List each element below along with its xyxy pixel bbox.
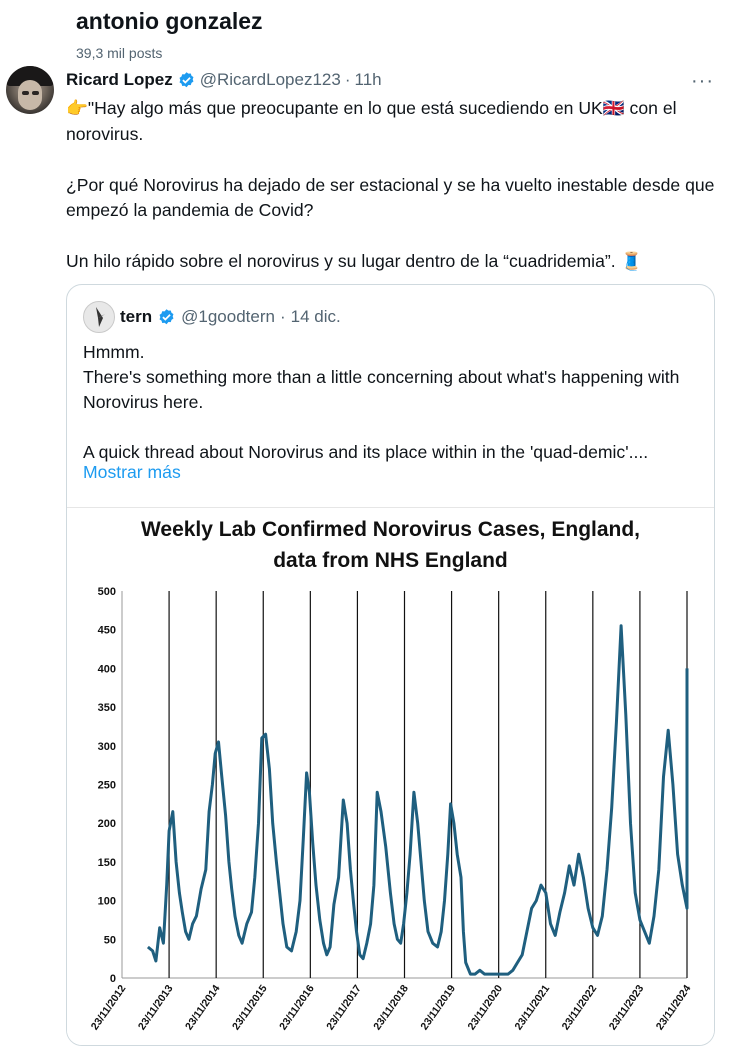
x-tick-label: 23/11/2014 (182, 982, 223, 1033)
tweet-author-row (66, 68, 382, 92)
quote-author-name[interactable]: tern (120, 307, 153, 326)
quote-avatar (83, 301, 115, 333)
y-tick-label: 350 (97, 702, 116, 715)
x-tick-label: 23/11/2015 (230, 982, 270, 1033)
chart-image (67, 507, 714, 1046)
x-tick-label: 23/11/2020 (465, 982, 506, 1033)
quote-time[interactable]: 14 dic. (290, 307, 341, 326)
y-tick-label: 500 (97, 586, 116, 598)
chart-subtitle: data from NHS England (273, 549, 508, 572)
post-time[interactable]: 11h (354, 70, 382, 89)
quote-author-handle[interactable]: @1goodtern (181, 307, 275, 326)
y-tick-label: 250 (97, 779, 116, 792)
y-tick-label: 400 (97, 663, 116, 676)
tweet-text: 👉"Hay algo más que preocupante en lo que está sucediendo en UK🇬🇧 con el norovirus. ¿Por qué Norovirus ha dejado de ser estacional y se ha vuelto inestable desde que empezó la pandemia de Covid? Un hilo rápido sobre el norovirus y su lugar dentro de la “cuadridemia”. 🧵 (66, 98, 715, 271)
norovirus-cases-line (148, 626, 687, 974)
x-tick-label: 23/11/2024 (653, 982, 694, 1033)
chart-title: Weekly Lab Confirmed Norovirus Cases, England, (140, 518, 641, 541)
bird-logo-icon (84, 302, 114, 332)
avatar[interactable] (6, 66, 54, 114)
show-more-link[interactable]: Mostrar más (83, 462, 181, 482)
y-tick-label: 150 (97, 856, 116, 869)
post-count: 39,3 mil posts (76, 45, 163, 61)
y-tick-label: 0 (109, 973, 116, 985)
y-tick-label: 100 (97, 895, 116, 908)
quote-verified-badge-icon (157, 308, 176, 327)
x-tick-label: 23/11/2012 (88, 982, 129, 1033)
x-tick-label: 23/11/2016 (277, 982, 317, 1033)
author-handle[interactable]: @RicardLopez123 (199, 70, 341, 89)
x-tick-label: 23/11/2022 (559, 982, 600, 1033)
y-tick-label: 200 (97, 818, 116, 831)
more-options-icon[interactable]: ··· (691, 70, 714, 92)
author-name[interactable]: Ricard Lopez (66, 70, 173, 89)
quote-separator-dot: · (279, 307, 286, 326)
separator-dot: · (344, 70, 351, 89)
x-tick-label: 23/11/2013 (135, 982, 176, 1033)
x-tick-label: 23/11/2017 (324, 982, 364, 1033)
x-tick-label: 23/11/2023 (606, 982, 647, 1033)
quote-text: Hmmm. There's something more than a little concerning about what's happening with Norovirus here. A quick thread about Norovirus and its place within in the 'quad-demic'.... (83, 342, 680, 462)
profile-name-header: antonio gonzalez (76, 8, 263, 34)
verified-badge-icon (177, 71, 196, 90)
x-tick-label: 23/11/2021 (512, 982, 553, 1033)
y-tick-label: 450 (97, 624, 116, 637)
y-tick-label: 50 (103, 934, 116, 947)
x-tick-label: 23/11/2018 (371, 982, 411, 1033)
x-tick-label: 23/11/2019 (418, 982, 459, 1033)
quote-author-row (83, 301, 341, 333)
quoted-tweet-card[interactable] (66, 284, 715, 1046)
chart-svg (67, 508, 714, 1046)
y-tick-label: 300 (97, 740, 116, 753)
